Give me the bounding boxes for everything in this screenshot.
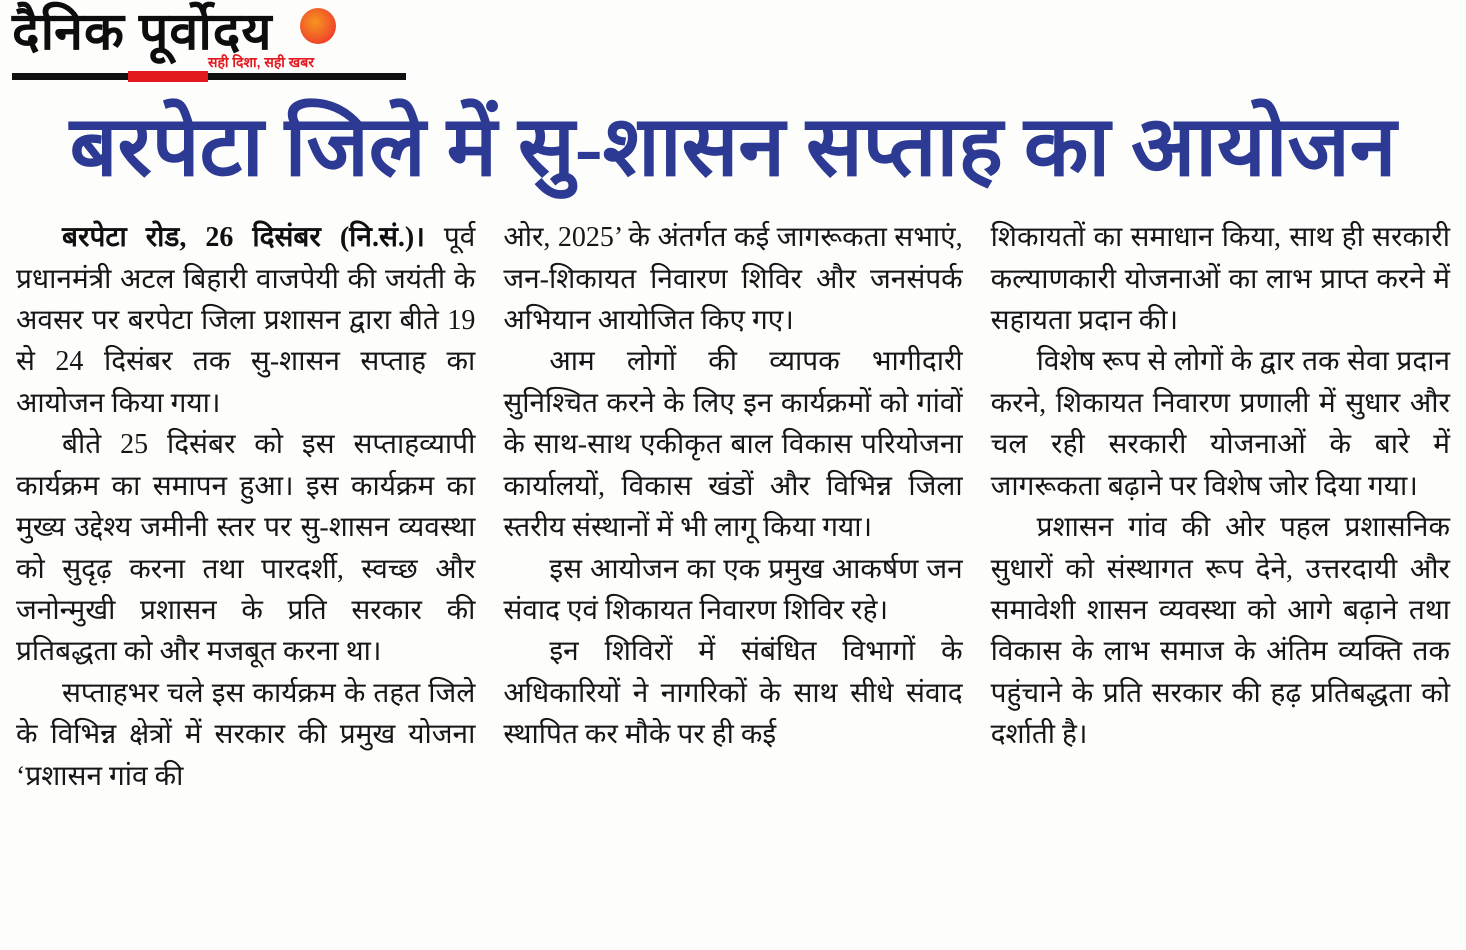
- newspaper-clipping: [0, 6, 1466, 950]
- article-headline: बरपेटा जिले में सु-शासन सप्ताह का आयोजन: [69, 101, 1397, 194]
- paragraph-text: पूर्व प्रधानमंत्री अटल बिहारी वाजपेयी की जयंती के अवसर पर बरपेटा जिला प्रशासन द्वारा बीते 19 से 24 दिसंबर तक सु-शासन सप्ताह का आयोजन किया गया।: [16, 222, 476, 419]
- sun-logo-icon: [300, 8, 336, 44]
- newspaper-logo: दैनिक पूर्वोदय: [12, 4, 273, 61]
- masthead-rule: [12, 73, 406, 80]
- article-column-3: [991, 217, 1450, 797]
- article-column-2: [503, 217, 962, 797]
- article-paragraph: इन शिविरों में संबंधित विभागों के अधिकारियों ने नागरिकों के साथ सीधे संवाद स्थापित कर मौके पर ही कई: [503, 636, 963, 751]
- article-paragraph: आम लोगों की व्यापक भागीदारी सुनिश्चित करने के लिए इन कार्यक्रमों को गांवों के साथ-साथ एकीकृत बाल विकास परियोजना कार्यालयों, विकास खंडों और विभिन्न जिला स्तरीय संस्थानों में भी लागू किया गया।: [503, 346, 963, 544]
- masthead: [12, 6, 1466, 88]
- article-paragraph: शिकायतों का समाधान किया, साथ ही सरकारी कल्याणकारी योजनाओं का लाभ प्राप्त करने में सहायता प्रदान की।: [990, 222, 1450, 336]
- masthead-tagline: सही दिशा, सही खबर: [208, 54, 314, 70]
- article-paragraph: प्रशासन गांव की ओर पहल प्रशासनिक सुधारों को संस्थागत रूप देने, उत्तरदायी और समावेशी शासन व्यवस्था को आगे बढ़ाने तथा विकास के लाभ समाज के अंतिम व्यक्ति तक पहुंचाने के प्रति सरकार की हढ़ प्रतिबद्धता को दर्शाती है।: [990, 512, 1450, 751]
- article-paragraph: सप्ताहभर चले इस कार्यक्रम के तहत जिले के विभिन्न क्षेत्रों में सरकार की प्रमुख योजना ‘प्रशासन गांव की: [16, 677, 476, 792]
- masthead-rule-badge: [128, 71, 208, 82]
- article-paragraph: विशेष रूप से लोगों के द्वार तक सेवा प्रदान करने, शिकायत निवारण प्रणाली में सुधार और चल रही सरकारी योजनाओं के बारे में जागरूकता बढ़ाने पर विशेष जोर दिया गया।: [990, 346, 1450, 502]
- article-body: [16, 217, 1450, 797]
- article-paragraph: ओर, 2025’ के अंतर्गत कई जागरूकता सभाएं, जन-शिकायत निवारण शिविर और जनसंपर्क अभियान आयोजित किए गए।: [503, 222, 963, 336]
- article-paragraph: [16, 217, 475, 424]
- dateline: बरपेटा रोड, 26 दिसंबर (नि.सं.)।: [62, 222, 425, 254]
- article-paragraph: बीते 25 दिसंबर को इस सप्ताहव्यापी कार्यक्रम का समापन हुआ। इस कार्यक्रम का मुख्य उद्देश्य जमीनी स्तर पर सु-शासन व्यवस्था को सुदृढ़ करना तथा पारदर्शी, स्वच्छ और जनोन्मुखी प्रशासन के प्रति सरकार की प्रतिबद्धता को और मजबूत करना था।: [16, 429, 476, 668]
- article-column-1: [16, 217, 475, 797]
- article-paragraph: इस आयोजन का एक प्रमुख आकर्षण जन संवाद एवं शिकायत निवारण शिविर रहे।: [503, 553, 963, 627]
